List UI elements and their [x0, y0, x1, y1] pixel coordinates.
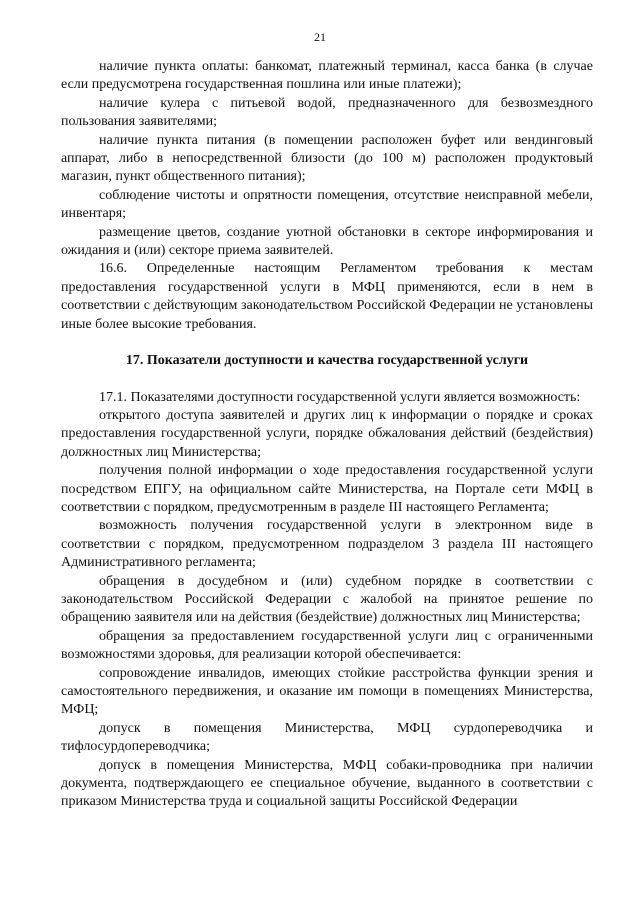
paragraph: возможность получения государственной услуги в электронном виде в соответствии с порядком, предусмотренном подразделом 3 раздела III настоящего Административного регламента;: [61, 518, 593, 571]
paragraph: 16.6. Определенные настоящим Регламентом требования к местам предоставления государственной услуги в МФЦ применяются, если в нем в соответствии с действующим законодательством Российской Федерации не установлены иные более высокие требования.: [61, 261, 593, 332]
document-body: [61, 58, 593, 812]
paragraph: наличие пункта оплаты: банкомат, платежный терминал, касса банка (в случае если предусмотрена государственная пошлина или иные платежи);: [61, 59, 593, 93]
paragraph: обращения за предоставлением государственной услуги лиц с ограниченными возможностями здоровья, для реализации которой обеспечивается:: [61, 628, 593, 663]
paragraph: 17.1. Показателями доступности государственной услуги является возможность:: [99, 389, 581, 405]
paragraph: размещение цветов, создание уютной обстановки в секторе информирования и ожидания и (или) секторе приема заявителей.: [61, 224, 593, 259]
paragraph: сопровождение инвалидов, имеющих стойкие расстройства функции зрения и самостоятельного передвижения, и оказание им помощи в помещениях Министерства, МФЦ;: [61, 665, 593, 718]
paragraph: допуск в помещения Министерства, МФЦ сурдопереводчика и тифлосурдопереводчика;: [61, 720, 593, 755]
paragraph: получения полной информации о ходе предоставления государственной услуги посредством ЕПГУ, на официальном сайте Министерства, на Портале сети МФЦ в соответствии с порядком, предусмотренным в разделе III настоящего Регламента;: [61, 463, 593, 515]
page-number: 21: [314, 30, 326, 44]
paragraph: наличие кулера с питьевой водой, предназначенного для безвозмездного пользования заявителями;: [61, 95, 593, 130]
paragraph: соблюдение чистоты и опрятности помещения, отсутствие неисправной мебели, инвентаря;: [61, 187, 593, 222]
paragraph: наличие пункта питания (в помещении расположен буфет или вендинговый аппарат, либо в непосредственной близости (до 100 м) расположен продуктовый магазин, пункт общественного питания);: [61, 132, 593, 185]
paragraph: открытого доступа заявителей и других лиц к информации о порядке и сроках предоставления государственной услуги, порядке обжалования действий (бездействия) должностных лиц Министерства;: [61, 407, 593, 460]
paragraph: допуск в помещения Министерства, МФЦ собаки-проводника при наличии документа, подтверждающего ее специальное обучение, выданного в соответствии с приказом Министерства труда и социальной защиты Российской Федерации: [61, 757, 593, 810]
section-heading: 17. Показатели доступности и качества государственной услуги: [125, 353, 529, 369]
paragraph: обращения в досудебном и (или) судебном порядке в соответствии с законодательством Российской Федерации с жалобой на принятое решение по обращению заявителя или на действия (бездействие) должностных лиц Министерства;: [61, 573, 593, 626]
